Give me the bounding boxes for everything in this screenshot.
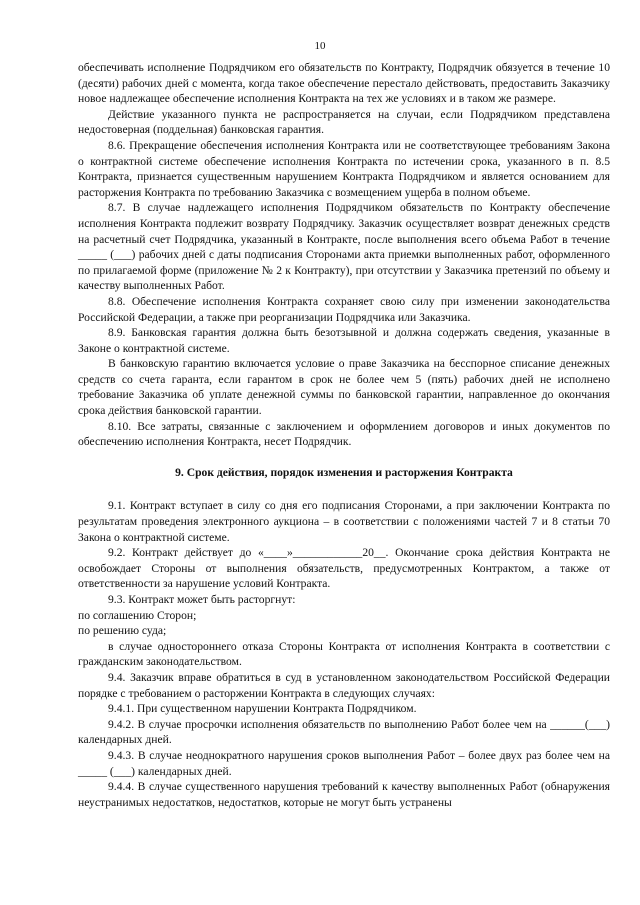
clause-9-4-1: 9.4.1. При существенном нарушении Контракта Подрядчиком. (108, 702, 417, 716)
clause-8-8: 8.8. Обеспечение исполнения Контракта сохраняет свою силу при изменении законодательства Российской Федерации, а также при реорганизации Подрядчика или Заказчика. (78, 294, 610, 324)
paragraph-continued: обеспечивать исполнение Подрядчиком его обязательств по Контракту, Подрядчик обязуется в течение 10 (десяти) рабочих дней с момента, когда такое обеспечение перестало действовать, предоставить Заказчику новое надлежащее обеспечение исполнения Контракта на тех же условиях и в таком же размере. (78, 61, 610, 106)
list-item: в случае одностороннего отказа Стороны Контракта от исполнения Контракта в соответствии с гражданским законодательством. (78, 639, 610, 669)
clause-8-9: 8.9. Банковская гарантия должна быть безотзывной и должна содержать сведения, указанные в Законе о контрактной системе. (78, 326, 610, 355)
clause-8-10: 8.10. Все затраты, связанные с заключением и оформлением договоров и иных документов по обеспечению исполнения Контракта, несет Подрядчик. (78, 419, 610, 449)
section-heading: 9. Срок действия, порядок изменения и расторжения Контракта (175, 465, 513, 479)
list-item: по решению суда; (78, 624, 167, 638)
clause-9-1: 9.1. Контракт вступает в силу со дня его подписания Сторонами, а при заключении Контракта по результатам проведения электронного аукциона – в соответствии с положениями частей 7 и 8 статьи 70 Закона о контрактной системе. (78, 499, 610, 544)
document-body (78, 60, 610, 810)
clause-9-4-3: 9.4.3. В случае неоднократного нарушения сроков выполнения Работ – более двух раз более чем на _____ (___) календарных дней. (78, 748, 610, 778)
list-item: по соглашению Сторон; (78, 608, 197, 622)
clause-8-7: 8.7. В случае надлежащего исполнения Подрядчиком обязательств по Контракту обеспечение исполнения Контракта подлежит возврату Подрядчику. Заказчик осуществляет возврат денежных средств на расчетный счет Подрядчика, указанный в Контракте, после выполнения всего объема Работ в течение _____ (___) рабочих дней с даты подписания Сторонами акта приемки выполненных работ, оформленного по прилагаемой форме (приложение № 2 к Контракту), при отсутствии у Заказчика претензий по объему и качеству выполненных Работ. (78, 201, 610, 293)
clause-8-6: 8.6. Прекращение обеспечения исполнения Контракта или не соответствующее требованиям Закона о контрактной системе обеспечение исполнения Контракта по истечении срока, указанного в п. 8.5 Контракта, признается существенным нарушением Контракта Подрядчиком и является основанием для расторжения Контракта по требованию Заказчика с возмещением ущерба в полном объеме. (78, 138, 610, 199)
clause-9-3: 9.3. Контракт может быть расторгнут: (108, 593, 296, 606)
clause-9-4: 9.4. Заказчик вправе обратиться в суд в установленном законодательством Российской Федерации порядке с требованием о расторжении Контракта в следующих случаях: (78, 670, 610, 700)
page-number: 10 (314, 40, 326, 52)
paragraph: В банковскую гарантию включается условие о праве Заказчика на бесспорное списание денежных средств со счета гаранта, если гарантом в срок не более чем 5 (пять) рабочих дней не исполнено требование Заказчика об уплате денежной суммы по банковской гарантии, направленное до окончания срока действия банковской гарантии. (78, 357, 610, 418)
paragraph: Действие указанного пункта не распространяется на случаи, если Подрядчиком представлена недостоверная (поддельная) банковская гарантия. (78, 107, 610, 137)
clause-9-4-2: 9.4.2. В случае просрочки исполнения обязательств по выполнению Работ более чем на ______(___) календарных дней. (78, 717, 610, 747)
clause-9-4-4: 9.4.4. В случае существенного нарушения требований к качеству выполненных Работ (обнаружения неустранимых недостатков, недостатков, которые не могут быть устранены (78, 780, 610, 809)
clause-9-2: 9.2. Контракт действует до «____»____________20__. Окончание срока действия Контракта не освобождает Стороны от выполнения обязательств, предусмотренных Контрактом, а также от ответственности за нарушение условий Контракта. (78, 546, 610, 591)
